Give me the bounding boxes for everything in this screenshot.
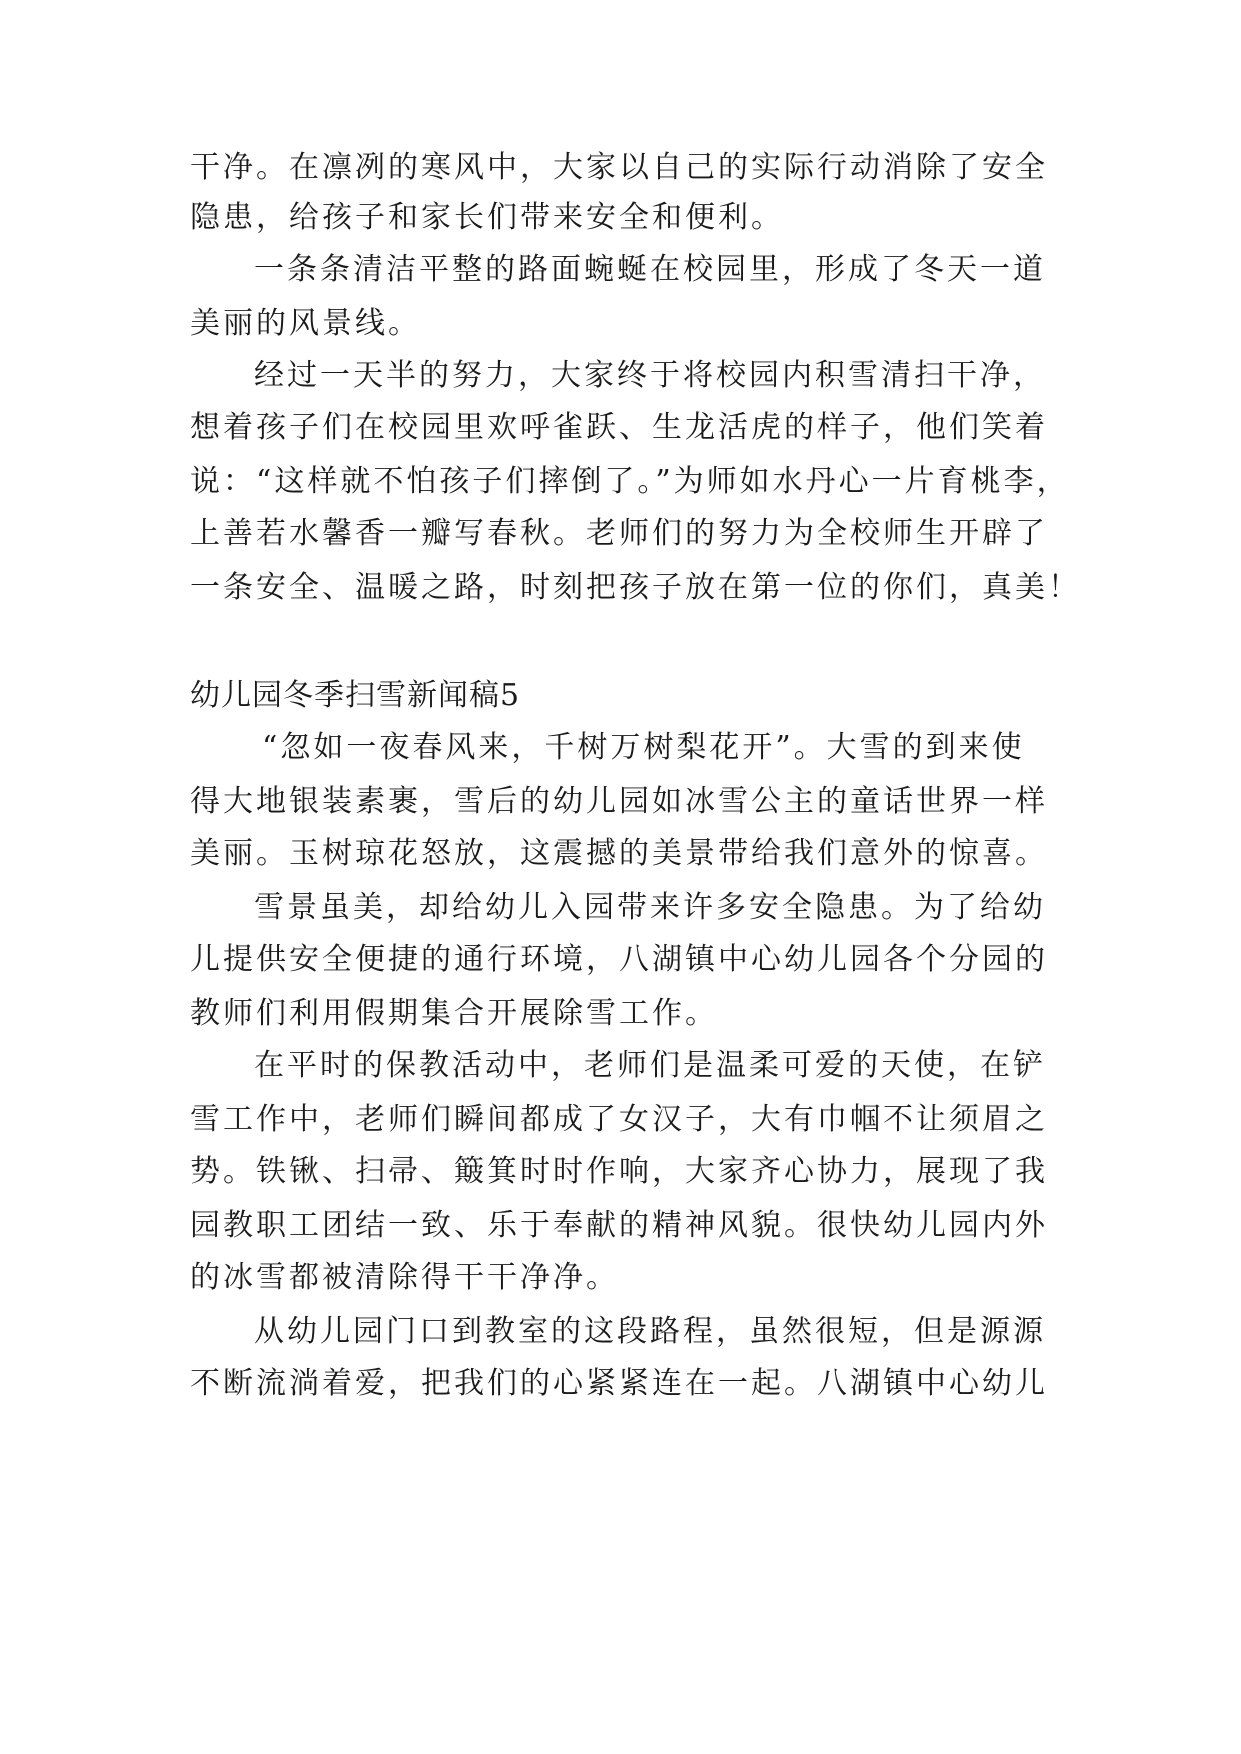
text-line: 干净。在凛冽的寒风中，大家以自己的实际行动消除了安全 <box>190 150 1048 185</box>
text-line: 得大地银装素裹，雪后的幼儿园如冰雪公主的童话世界一样 <box>190 784 1048 819</box>
text-line: 美丽的风景线。 <box>190 306 421 341</box>
text-line: “忽如一夜春风来，千树万树梨花开”。大雪的到来使 <box>262 730 1025 765</box>
text-line: 一条安全、温暖之路，时刻把孩子放在第一位的你们，真美！ <box>190 570 1081 605</box>
text-line: 上善若水馨香一瓣写春秋。老师们的努力为全校师生开辟了 <box>190 516 1048 551</box>
text-line: 雪景虽美，却给幼儿入园带来许多安全隐患。为了给幼 <box>254 890 1046 925</box>
text-line: 美丽。玉树琼花怒放，这震撼的美景带给我们意外的惊喜。 <box>190 836 1048 871</box>
text-line: 园教职工团结一致、乐于奉献的精神风貌。很快幼儿园内外 <box>190 1208 1048 1243</box>
text-line: 想着孩子们在校园里欢呼雀跃、生龙活虎的样子，他们笑着 <box>190 410 1048 445</box>
text-line: 隐患，给孩子和家长们带来安全和便利。 <box>190 200 784 235</box>
text-line: 儿提供安全便捷的通行环境，八湖镇中心幼儿园各个分园的 <box>190 942 1048 977</box>
text-line: 从幼儿园门口到教室的这段路程，虽然很短，但是源源 <box>254 1314 1046 1349</box>
text-line: 一条条清洁平整的路面蜿蜒在校园里，形成了冬天一道 <box>254 252 1046 287</box>
text-line: 的冰雪都被清除得干干净净。 <box>190 1260 619 1295</box>
section-title: 幼儿园冬季扫雪新闻稿5 <box>190 678 521 713</box>
text-line: 雪工作中，老师们瞬间都成了女汉子，大有巾帼不让须眉之 <box>190 1102 1048 1137</box>
text-line: 教师们利用假期集合开展除雪工作。 <box>190 996 718 1031</box>
text-line: 不断流淌着爱，把我们的心紧紧连在一起。八湖镇中心幼儿 <box>190 1366 1048 1401</box>
text-line: 经过一天半的努力，大家终于将校园内积雪清扫干净， <box>254 358 1046 393</box>
text-line: 势。铁锹、扫帚、簸箕时时作响，大家齐心协力，展现了我 <box>190 1154 1048 1189</box>
text-line: 在平时的保教活动中，老师们是温柔可爱的天使，在铲 <box>254 1048 1046 1083</box>
text-line: 说：“这样就不怕孩子们摔倒了。”为师如水丹心一片育桃李， <box>190 464 1070 499</box>
